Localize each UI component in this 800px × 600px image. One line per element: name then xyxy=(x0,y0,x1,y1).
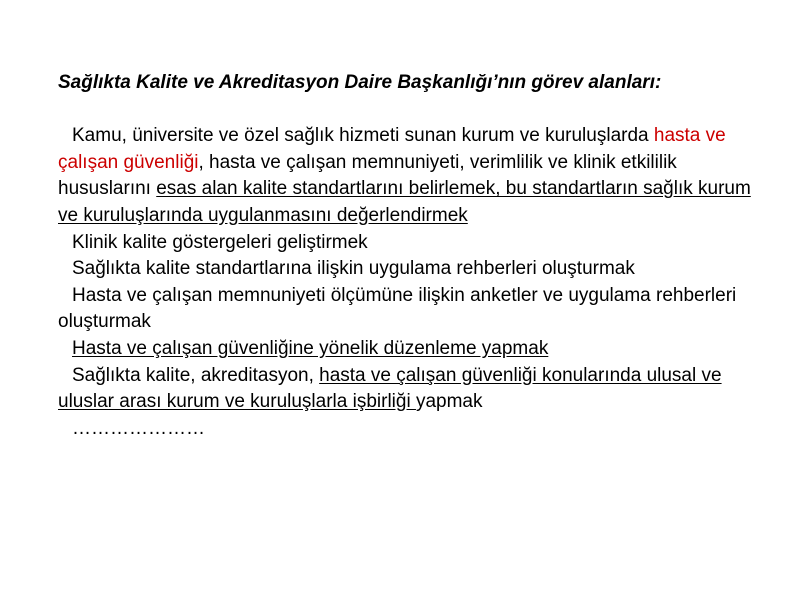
bullet-item-5 xyxy=(58,336,758,363)
bullet-item-4 xyxy=(58,283,758,336)
spacer xyxy=(58,97,758,124)
bullet-2-text: Klinik kalite göstergeleri geliştirmek xyxy=(72,231,368,253)
bullet-4-text: Hasta ve çalışan memnuniyeti ölçümüne ilişkin anketler ve uygulama rehberleri oluşturmak xyxy=(58,284,737,333)
bullet-1-text-a: Kamu, üniversite ve özel sağlık hizmeti sunan kurum ve kuruluşlarda xyxy=(72,125,654,147)
bullet-item-2 xyxy=(58,230,758,257)
slide-content xyxy=(58,70,758,442)
bullet-item-3 xyxy=(58,256,758,283)
bullet-1-highlight: hasta ve çalışan güvenliği xyxy=(58,125,726,173)
bullet-7-text: ………………… xyxy=(72,417,205,439)
bullet-1-underlined: esas alan kalite standartlarını belirlemek, bu standartların sağlık kurum ve kuruluşlarında uygulanmasını değerlendirmek xyxy=(58,178,751,226)
bullet-5-underlined: Hasta ve çalışan güvenliğine yönelik düzenleme yapmak xyxy=(72,337,549,359)
bullet-6-underlined: hasta ve çalışan güvenliği konularında ulusal ve uluslar arası kurum ve kuruluşlarla işbirliği xyxy=(58,364,722,413)
bullet-1-text-b: , hasta ve çalışan memnuniyeti, verimlilik ve klinik etkililik hususlarını xyxy=(58,151,677,200)
bullet-6-text-b: yapmak xyxy=(415,391,483,413)
bullet-item-7 xyxy=(58,416,758,443)
bullet-3-text: Sağlıkta kalite standartlarına ilişkin uygulama rehberleri oluşturmak xyxy=(72,258,635,280)
bullet-item-1 xyxy=(58,123,758,229)
slide-heading: Sağlıkta Kalite ve Akreditasyon Daire Başkanlığı’nın görev alanları: xyxy=(58,72,662,93)
bullet-item-6 xyxy=(58,363,758,416)
bullet-6-text-a: Sağlıkta kalite, akreditasyon, xyxy=(72,364,320,386)
